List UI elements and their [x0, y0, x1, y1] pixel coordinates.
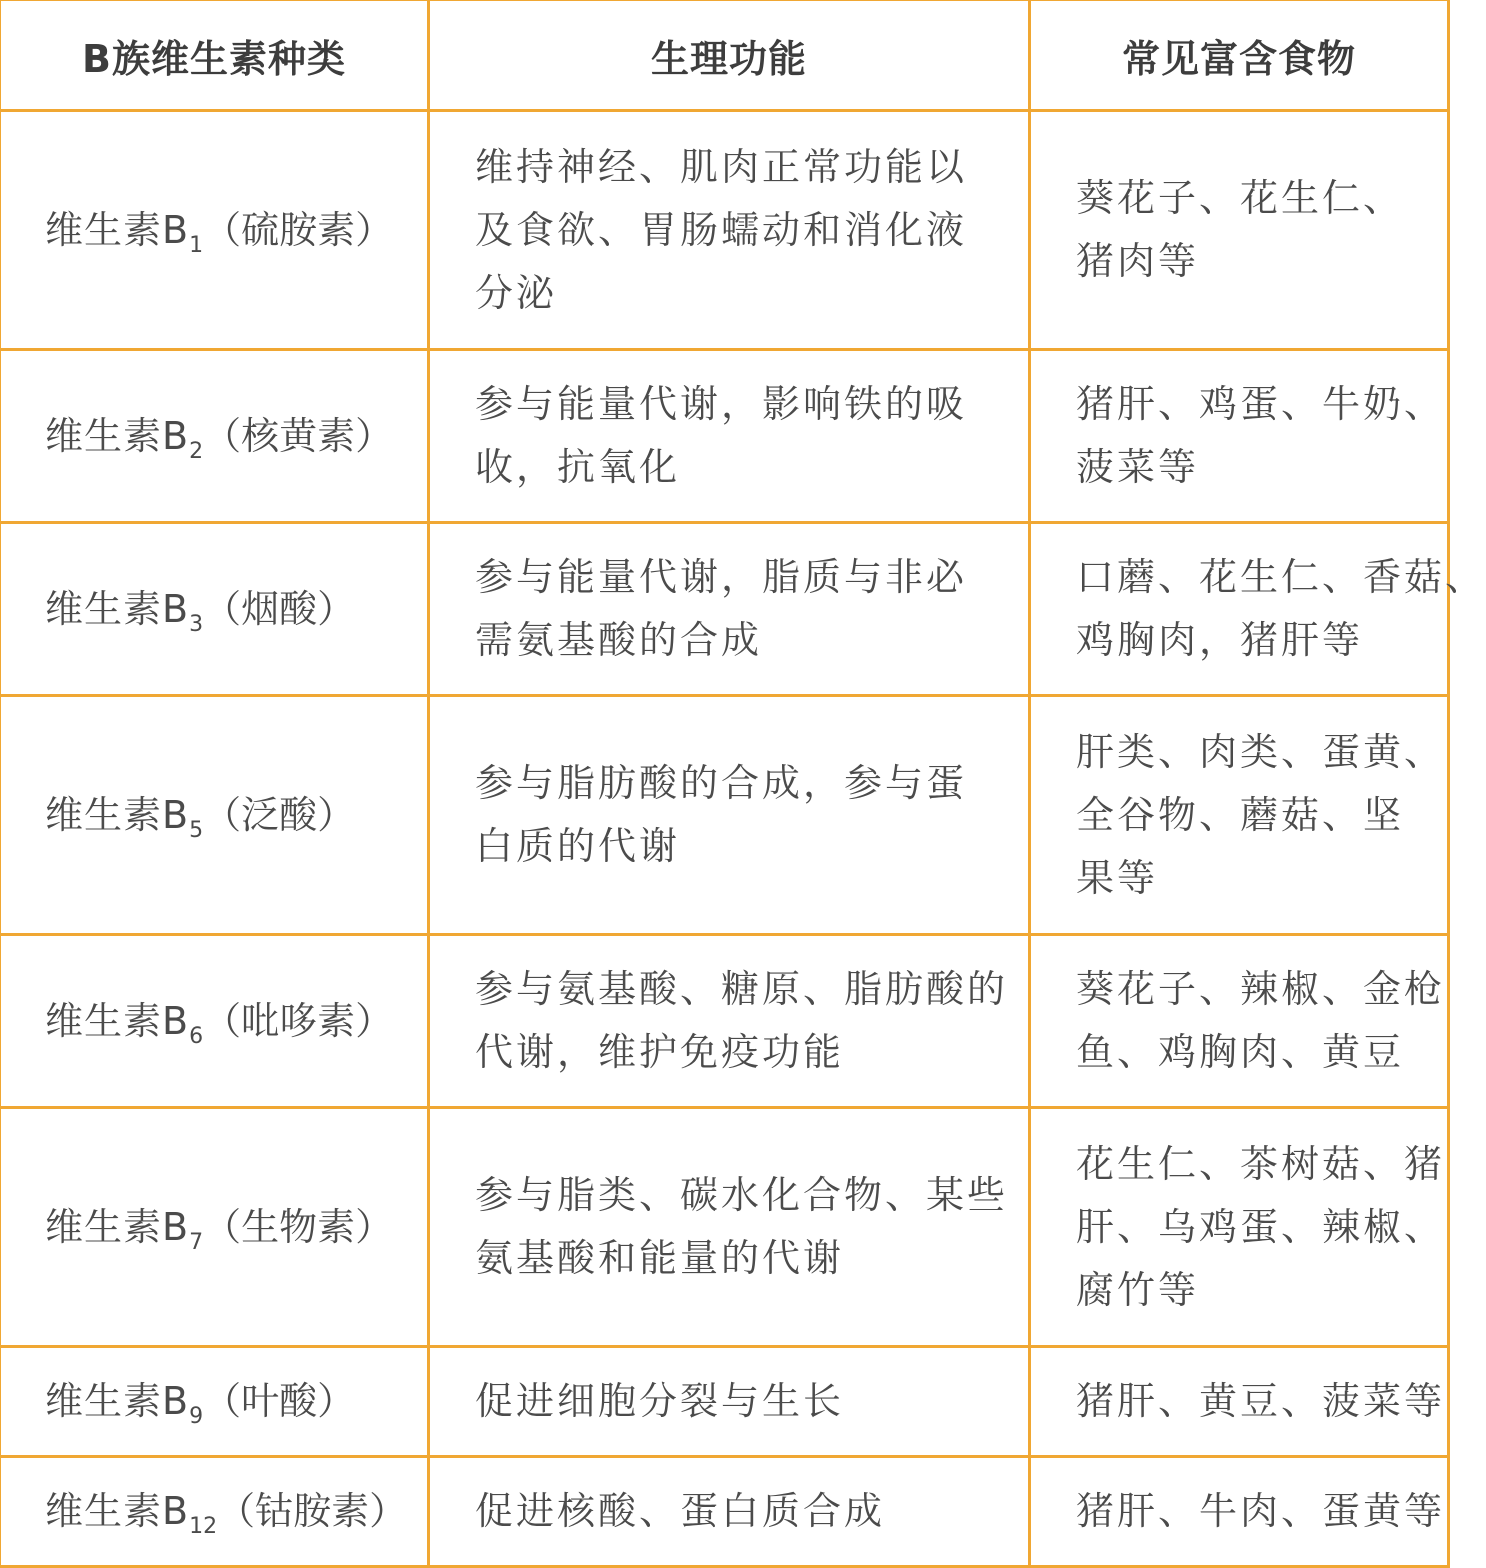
- function-line: 参与脂类、碳水化合物、某些: [475, 1173, 1009, 1217]
- vitamin-alias: （生物素）: [203, 1204, 394, 1249]
- function-line: 氨基酸和能量的代谢: [475, 1236, 845, 1280]
- vitamin-subscript: 3: [189, 611, 204, 637]
- header-function: 生理功能: [429, 0, 1030, 111]
- function-line: 需氨基酸的合成: [475, 618, 763, 662]
- vitamin-name-cell: [0, 696, 429, 935]
- vitamin-name-cell: [0, 111, 429, 350]
- vitamin-name-prefix: 维生素B: [45, 1204, 190, 1249]
- food-line: 葵花子、辣椒、金枪: [1076, 967, 1446, 1011]
- vitamin-alias: （吡哆素）: [203, 998, 394, 1043]
- function-line: 促进核酸、蛋白质合成: [475, 1489, 886, 1533]
- table-row: [0, 1457, 1449, 1567]
- food-line: 鱼、鸡胸肉、黄豆: [1076, 1030, 1405, 1074]
- function-line: 参与氨基酸、糖原、脂肪酸的: [475, 967, 1009, 1011]
- function-cell: [429, 1108, 1030, 1347]
- vitamin-subscript: 5: [189, 817, 204, 843]
- vitamin-subscript: 6: [189, 1023, 204, 1049]
- function-line: 及食欲、胃肠蠕动和消化液: [475, 207, 968, 252]
- vitamin-alias: （核黄素）: [203, 413, 394, 458]
- vitamin-name-prefix: 维生素B: [45, 998, 190, 1043]
- table-row: [0, 935, 1449, 1108]
- vitamin-subscript: 9: [189, 1404, 204, 1429]
- header-foods: 常见富含食物: [1030, 0, 1449, 111]
- food-line: 腐竹等: [1076, 1267, 1200, 1312]
- table-row: [0, 1108, 1449, 1347]
- food-line: 口蘑、花生仁、香菇、: [1076, 555, 1486, 599]
- function-cell: [429, 696, 1030, 935]
- food-cell: [1030, 523, 1486, 696]
- vitamin-subscript: 2: [189, 438, 204, 464]
- food-line: 果等: [1076, 855, 1159, 900]
- function-cell: [429, 935, 1030, 1108]
- food-line: 猪肉等: [1076, 239, 1200, 283]
- function-line: 白质的代谢: [475, 824, 681, 868]
- vitamin-subscript: 7: [189, 1229, 204, 1255]
- function-line: 收，抗氧化: [475, 445, 681, 489]
- function-cell: [429, 523, 1030, 696]
- food-line: 猪肝、鸡蛋、牛奶、: [1076, 382, 1446, 426]
- food-cell: [1030, 1347, 1449, 1457]
- food-line: 肝、乌鸡蛋、辣椒、: [1076, 1204, 1446, 1249]
- vitamin-alias: （泛酸）: [203, 792, 356, 837]
- food-cell: [1030, 350, 1449, 523]
- vitamin-alias: （烟酸）: [203, 586, 356, 631]
- header-row: [0, 0, 1449, 111]
- vitamin-name-prefix: 维生素B: [45, 586, 190, 631]
- function-line: 促进细胞分裂与生长: [475, 1379, 845, 1423]
- function-line: 代谢，维护免疫功能: [475, 1030, 845, 1074]
- vitamin-name-cell: [0, 1347, 429, 1457]
- vitamin-name-cell: [0, 935, 429, 1108]
- vitamin-name-cell: [0, 350, 429, 523]
- food-line: 肝类、肉类、蛋黄、: [1076, 729, 1446, 774]
- table-row: [0, 111, 1449, 350]
- food-line: 菠菜等: [1076, 445, 1200, 489]
- vitamin-alias: （叶酸）: [203, 1379, 356, 1423]
- food-cell: [1030, 935, 1449, 1108]
- vitamin-name-cell: [0, 1457, 429, 1567]
- food-line: 鸡胸肉，猪肝等: [1076, 618, 1364, 662]
- food-line: 葵花子、花生仁、: [1076, 176, 1405, 220]
- vitamin-name-cell: [0, 523, 429, 696]
- food-line: 花生仁、茶树菇、猪: [1076, 1141, 1446, 1186]
- table-row: [0, 523, 1449, 696]
- vitamin-name-prefix: 维生素B: [45, 207, 190, 252]
- function-line: 分泌: [475, 270, 558, 315]
- vitamin-alias: （硫胺素）: [203, 207, 394, 252]
- table-row: [0, 696, 1449, 935]
- vitamin-subscript: 12: [189, 1514, 218, 1539]
- food-cell: [1030, 1108, 1449, 1347]
- function-cell: [429, 1457, 1030, 1567]
- table-row: [0, 1347, 1449, 1457]
- function-line: 参与能量代谢，影响铁的吸: [475, 382, 968, 426]
- function-cell: [429, 1347, 1030, 1457]
- food-line: 猪肝、牛肉、蛋黄等: [1076, 1489, 1446, 1533]
- table-row: [0, 350, 1449, 523]
- food-cell: [1030, 111, 1449, 350]
- function-cell: [429, 350, 1030, 523]
- vitamin-name-prefix: 维生素B: [45, 792, 190, 837]
- vitamin-subscript: 1: [189, 232, 204, 258]
- header-vitamin-type: B族维生素种类: [0, 0, 429, 111]
- vitamin-name-prefix: 维生素B: [45, 413, 190, 458]
- food-line: 猪肝、黄豆、菠菜等: [1076, 1379, 1446, 1423]
- function-line: 维持神经、肌肉正常功能以: [475, 144, 968, 189]
- vitamin-name-cell: [0, 1108, 429, 1347]
- food-cell: [1030, 696, 1449, 935]
- food-cell: [1030, 1457, 1449, 1567]
- function-cell: [429, 111, 1030, 350]
- function-line: 参与脂肪酸的合成，参与蛋: [475, 761, 968, 805]
- food-line: 全谷物、蘑菇、坚: [1076, 792, 1405, 837]
- vitamin-name-prefix: 维生素B: [45, 1489, 190, 1533]
- vitamin-alias: （钴胺素）: [217, 1489, 408, 1533]
- vitamin-name-prefix: 维生素B: [45, 1379, 190, 1423]
- function-line: 参与能量代谢，脂质与非必: [475, 555, 968, 599]
